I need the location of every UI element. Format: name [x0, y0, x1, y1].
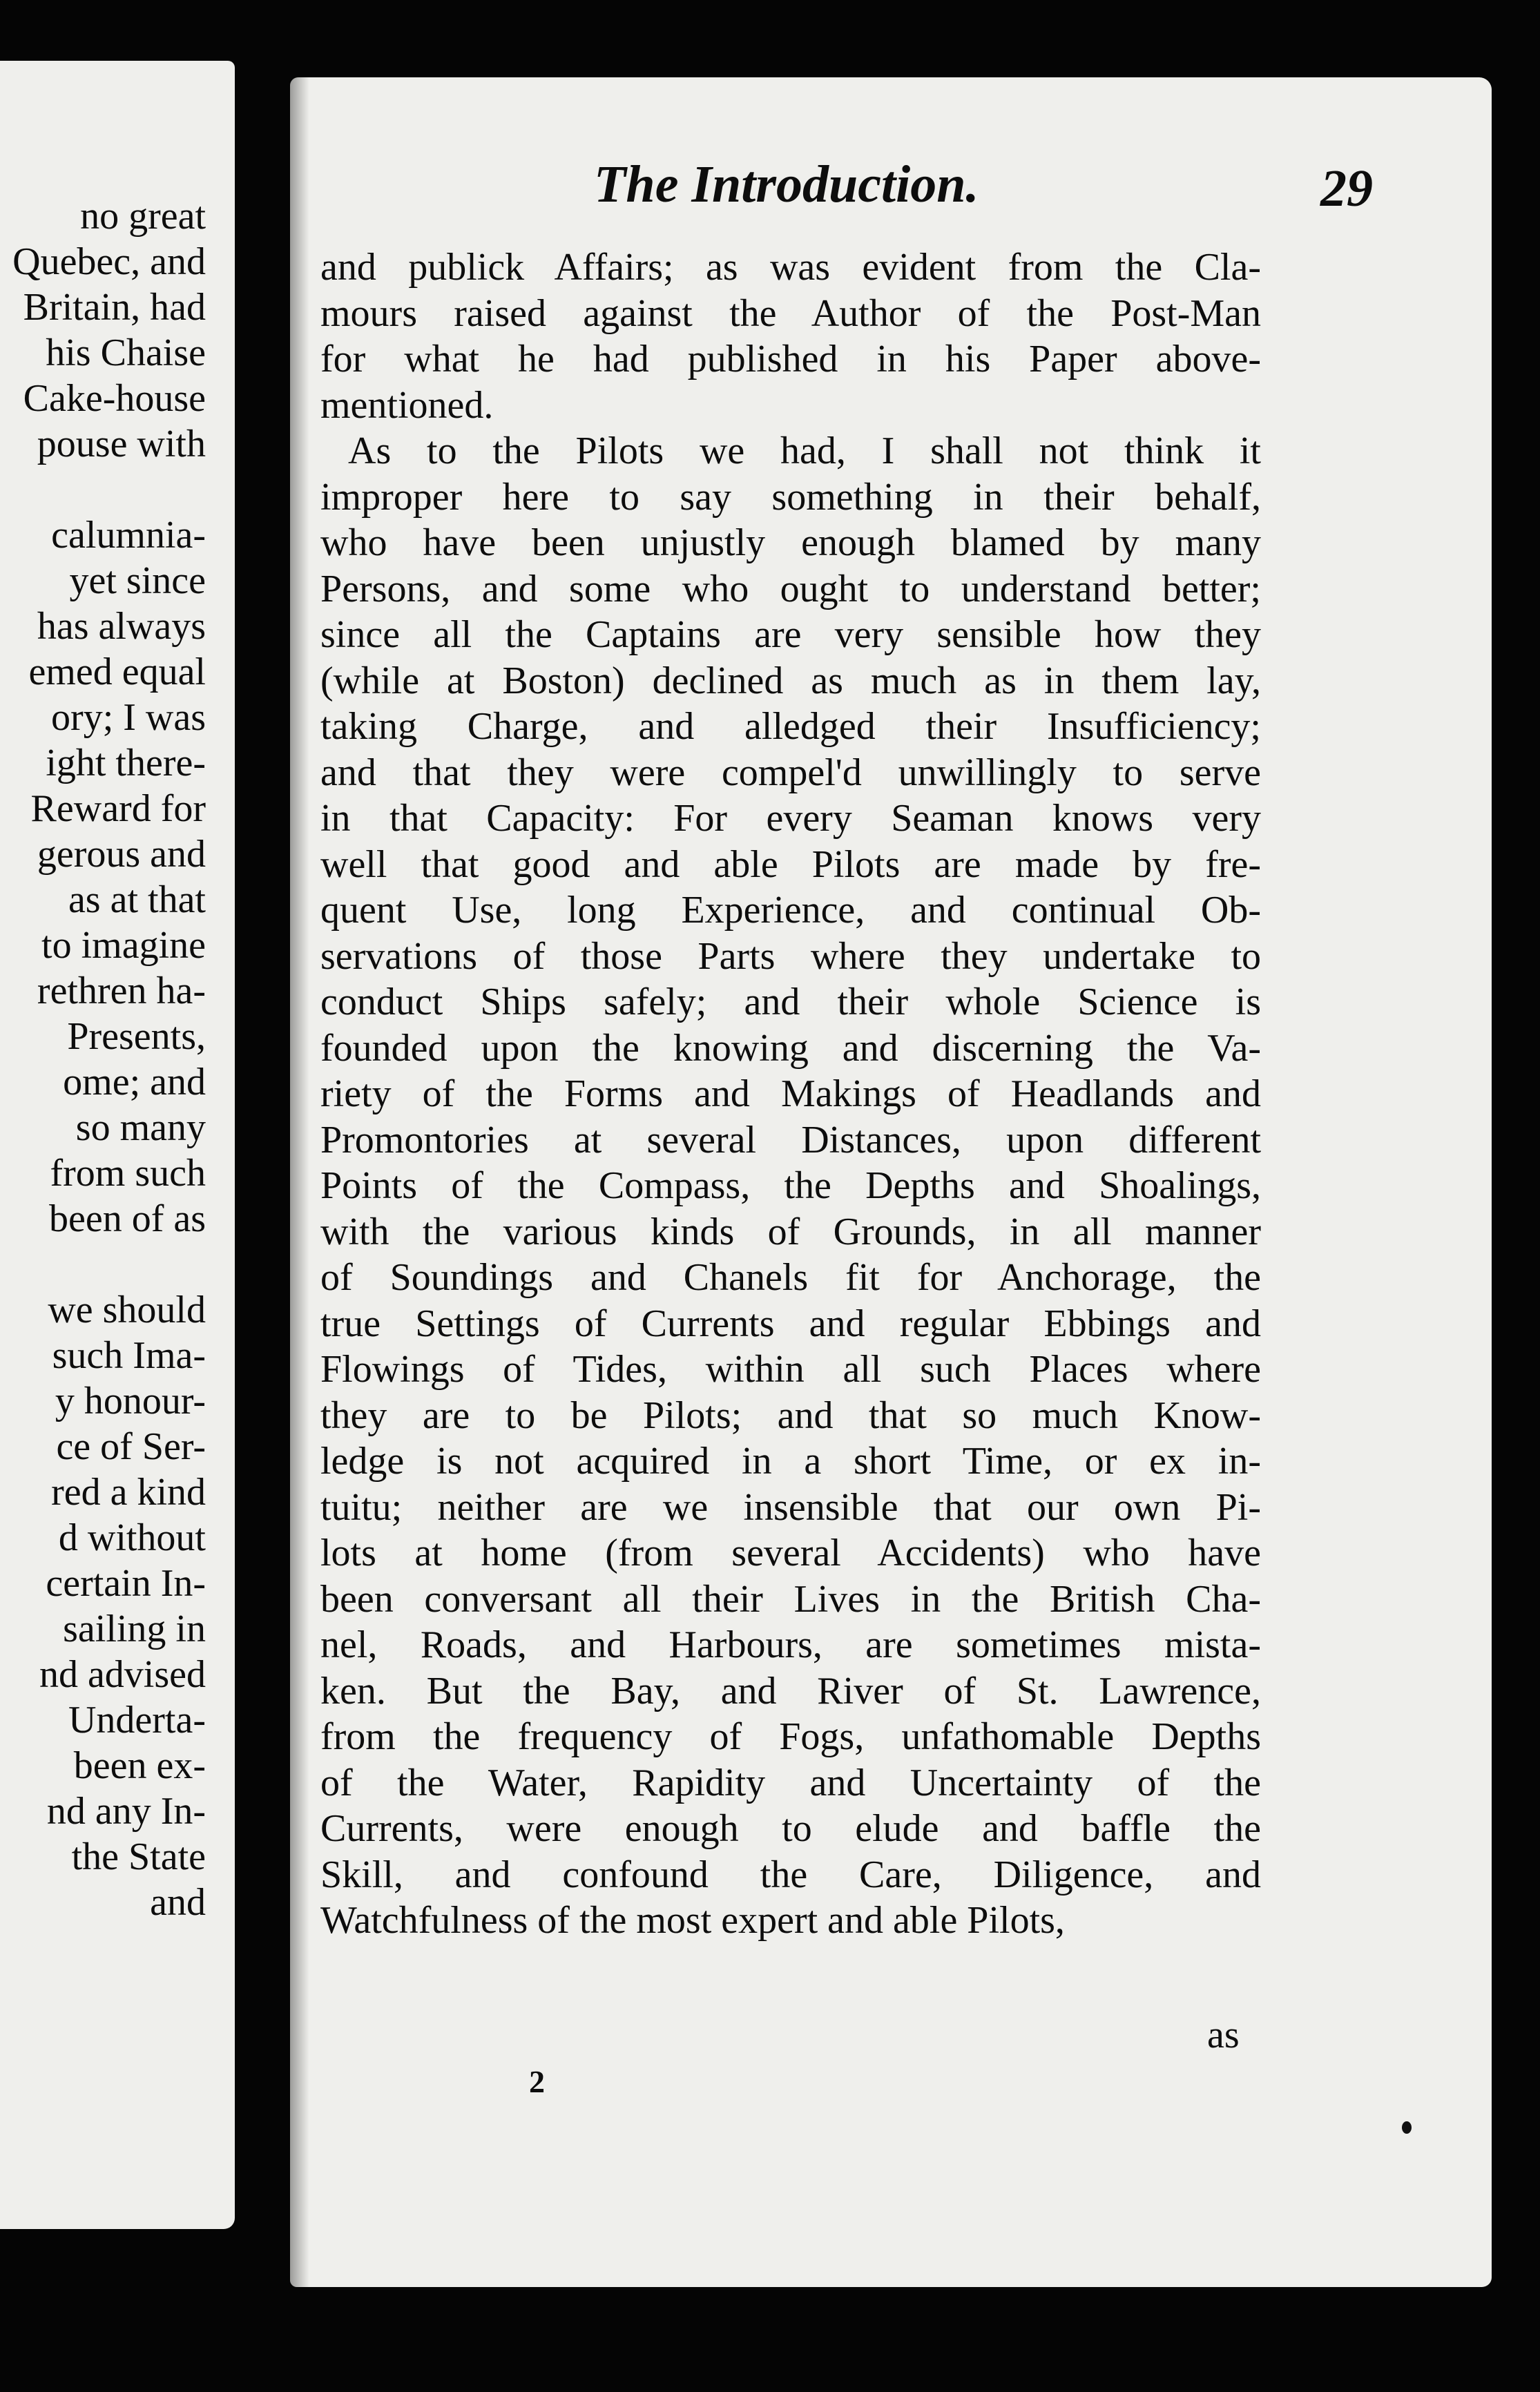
left-page-line: emed equal	[28, 650, 206, 693]
body-line: of Soundings and Chanels fit for Anchorage, the	[320, 1256, 1261, 1299]
left-page-line: pouse with	[37, 423, 206, 465]
left-page-line: Underta-	[68, 1699, 206, 1742]
body-line: in that Capacity: For every Seaman knows very	[320, 797, 1261, 840]
body-line: founded upon the knowing and discerning the Va-	[320, 1027, 1261, 1070]
left-page-line: the State	[71, 1835, 206, 1878]
left-page-line: Reward for	[30, 787, 206, 830]
body-line: with the various kinds of Grounds, in all manner	[320, 1211, 1261, 1253]
left-page-line: his Chaise	[46, 331, 206, 374]
left-page-line: to imagine	[41, 924, 206, 967]
body-line: Currents, were enough to elude and baffle the	[320, 1807, 1261, 1850]
body-line: and publick Affairs; as was evident from the Cla-	[320, 246, 1261, 289]
left-page-line: ory; I was	[51, 696, 206, 739]
left-page-line: yet since	[69, 559, 206, 602]
body-line: Flowings of Tides, within all such Places where	[320, 1348, 1261, 1391]
left-page-line: from such	[50, 1152, 206, 1195]
body-line: conduct Ships safely; and their whole Science is	[320, 981, 1261, 1023]
left-page-line: and	[150, 1881, 206, 1924]
left-page-line: certain In-	[46, 1562, 206, 1605]
left-page-line: ome; and	[63, 1061, 206, 1103]
left-page-line: Presents,	[67, 1015, 206, 1058]
left-page-line: been ex-	[73, 1744, 206, 1787]
body-line: from the frequency of Fogs, unfathomable Depths	[320, 1715, 1261, 1758]
body-line: taking Charge, and alledged their Insufficiency;	[320, 705, 1261, 748]
body-line: nel, Roads, and Harbours, are sometimes mista-	[320, 1623, 1261, 1666]
body-line: Persons, and some who ought to understand better;	[320, 568, 1261, 610]
body-line: Points of the Compass, the Depths and Shoalings,	[320, 1164, 1261, 1207]
left-page-line: d without	[58, 1516, 206, 1559]
left-page-line: we should	[48, 1289, 206, 1331]
body-line: tuitu; neither are we insensible that our own Pi-	[320, 1486, 1261, 1529]
body-line: they are to be Pilots; and that so much Know-	[320, 1394, 1261, 1437]
body-line: (while at Boston) declined as much as in them lay,	[320, 659, 1261, 702]
body-line: ken. But the Bay, and River of St. Lawrence,	[320, 1670, 1261, 1713]
body-line: lots at home (from several Accidents) who have	[320, 1532, 1261, 1574]
left-page-fragment	[0, 61, 235, 2229]
left-page-line: been of as	[48, 1197, 206, 1240]
ink-speck	[1402, 2121, 1412, 2134]
left-page-line: so many	[75, 1106, 206, 1149]
body-line: quent Use, long Experience, and continual Ob-	[320, 889, 1261, 932]
body-line: of the Water, Rapidity and Uncertainty of the	[320, 1762, 1261, 1804]
left-page-line: such Ima-	[52, 1334, 206, 1377]
left-page-line: red a kind	[51, 1471, 206, 1514]
body-line: Skill, and confound the Care, Diligence, and	[320, 1853, 1261, 1896]
body-line: and that they were compel'd unwillingly to serve	[320, 751, 1261, 794]
signature-mark: 2	[529, 2064, 545, 2099]
gutter-shadow	[290, 77, 309, 2287]
left-page-line: Cake-house	[23, 377, 206, 420]
left-page-line: calumnia-	[51, 514, 206, 557]
page-number: 29	[1320, 160, 1373, 218]
body-line: well that good and able Pilots are made by fre-	[320, 843, 1261, 886]
left-page-line: as at that	[68, 878, 206, 921]
body-line: been conversant all their Lives in the British Cha-	[320, 1578, 1261, 1621]
left-page-line: ce of Ser-	[56, 1425, 206, 1468]
left-page-line: sailing in	[63, 1608, 206, 1650]
body-line: mentioned.	[320, 384, 494, 427]
body-line: ledge is not acquired in a short Time, or ex in-	[320, 1440, 1261, 1483]
left-page-line: nd advised	[39, 1653, 206, 1696]
left-page-line: nd any In-	[46, 1790, 206, 1833]
body-line: Watchfulness of the most expert and able Pilots,	[320, 1899, 1065, 1942]
left-page-line: ight there-	[46, 742, 206, 784]
left-page-line: rethren ha-	[37, 970, 206, 1012]
body-line: since all the Captains are very sensible how they	[320, 613, 1261, 656]
body-line: true Settings of Currents and regular Ebbings and	[320, 1302, 1261, 1345]
body-line: Promontories at several Distances, upon different	[320, 1119, 1261, 1161]
left-page-line: y honour-	[55, 1380, 206, 1422]
running-head: The Introduction.	[594, 155, 979, 213]
body-line: for what he had published in his Paper above-	[320, 338, 1261, 380]
right-page	[290, 77, 1492, 2287]
body-line: mours raised against the Author of the Post-Man	[320, 292, 1261, 335]
left-page-line: gerous and	[37, 833, 206, 876]
body-line: servations of those Parts where they undertake to	[320, 935, 1261, 978]
left-page-line: has always	[37, 605, 206, 648]
left-page-line: Quebec, and	[12, 240, 206, 283]
left-page-line: Britain, had	[23, 286, 206, 329]
catchword: as	[1207, 2014, 1240, 2056]
body-line: As to the Pilots we had, I shall not think it	[348, 430, 1261, 472]
body-line: who have been unjustly enough blamed by many	[320, 521, 1261, 564]
body-line: improper here to say something in their behalf,	[320, 476, 1261, 519]
body-line: riety of the Forms and Makings of Headlands and	[320, 1072, 1261, 1115]
left-page-line: no great	[80, 195, 206, 238]
